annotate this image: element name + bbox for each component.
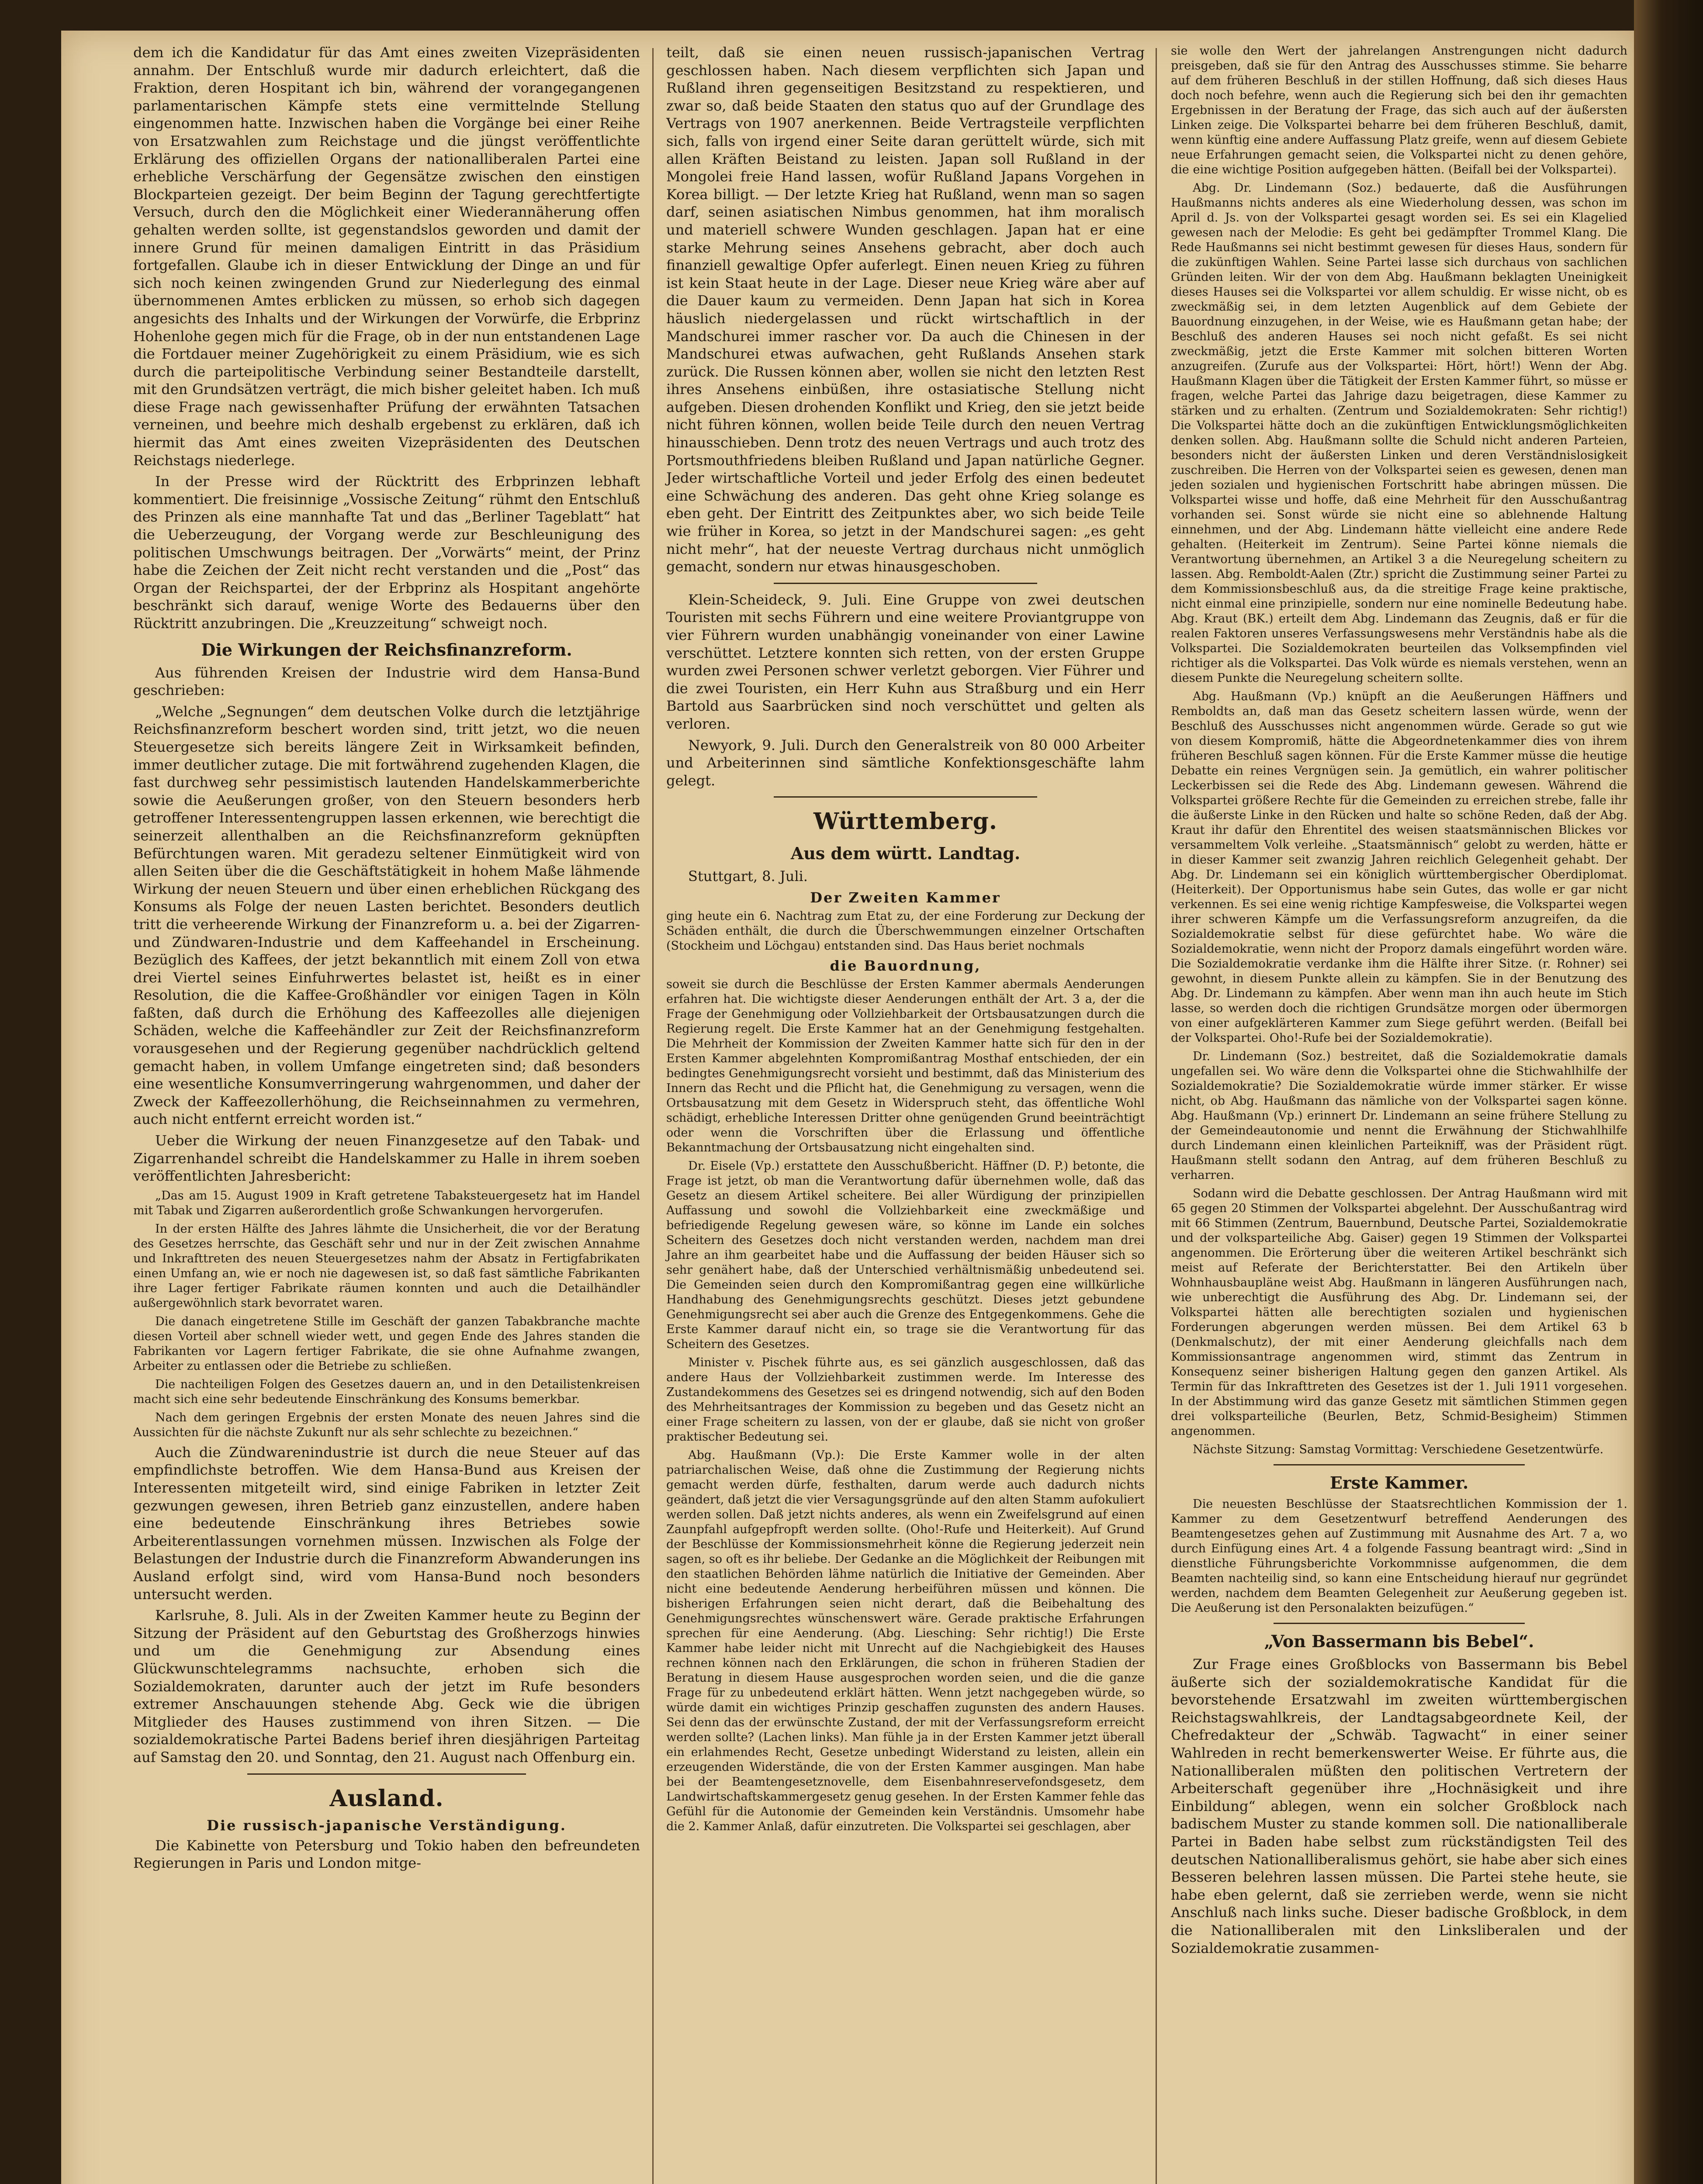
article-paragraph: dem ich die Kandidatur für das Amt eines zweiten Vizepräsidenten annahm. Der Entschluß wurde mir dadurch erleichtert, daß die Fraktion, deren Hospitant ich bin, während der vorangegangenen parlamentarischen Kämpfe stets eine vermittelnde Stellung eingenommen hatte. Inzwischen haben die Vorgänge bei einer Reihe von Ersatzwahlen zum Reichstage und die jüngst veröffentlichte Erklärung des offiziellen Organs der nationalliberalen Partei eine erhebliche Verschärfung der Gegensätze zwischen den einstigen Blockparteien gezeigt. Der beim Beginn der Tagung gerechtfertigte Versuch, durch den die Möglichkeit einer Wiederannäherung offen gehalten werden sollte, ist gegenstandslos geworden und damit der innere Grund für meinen damaligen Eintritt in das Präsidium fortgefallen. Glaube ich in dieser Entwicklung der Dinge an und für sich noch keinen zwingenden Grund zur Niederlegung des einmal übernommenen Amtes erblicken zu müssen, so erhob sich dagegen angesichts des Inhalts und der Wirkungen der Vorwürfe, die Erbprinz Hohenlohe gegen mich für die Frage, ob in der nun entstandenen Lage die Fortdauer meiner Zugehörigkeit zu einem Präsidium, wie es sich durch die parteipolitische Verbindung seiner Bestandteile darstellt, mit den Grundsätzen verträgt, die mich bisher geleitet haben. Ich muß diese Frage nach gewissenhafter Prüfung der erwähnten Tatsachen verneinen, und beehre mich deshalb ergebenst zu erklären, daß ich hiermit das Amt eines zweiten Vizepräsidenten des Deutschen Reichstags niederlege. bbox=[133, 44, 640, 469]
article-paragraph: In der ersten Hälfte des Jahres lähmte die Unsicherheit, die vor der Beratung des Gesetzes herrschte, das Geschäft sehr und nur in der Zeit zwischen Annahme und Inkrafttreten des neuen Steuergesetzes nahm der Absatz in Fertigfabrikaten einen Umfang an, wie er noch nie dagewesen ist, so daß fast sämtliche Fabrikanten ihre Lager fertiger Fabrikate räumen konnten und auch die Detailhändler außergewöhnlich stark bevorratet waren. bbox=[133, 1222, 640, 1310]
article-paragraph: Die nachteiligen Folgen des Gesetzes dauern an, und in den Detailistenkreisen macht sich eine sehr bedeutende Einschränkung des Konsums bemerkbar. bbox=[133, 1377, 640, 1406]
article-paragraph: sie wolle den Wert der jahrelangen Anstrengungen nicht dadurch preisgeben, daß sie für den Antrag des Ausschusses stimme. Sie beharre auf dem früheren Beschluß in der stillen Hoffnung, daß sich dieses Haus doch noch befehre, wenn auch die Regierung sich bei den ihr gemachten Ergebnissen in der Beratung der Frage, das sich auch auf der äußersten Linken zeige. Die Volkspartei beharre bei dem früheren Beschluß, damit, wenn künftig eine andere Auffassung Platz greife, wenn auf diesem Gebiete neue Erfahrungen gemacht seien, die Volkspartei nicht zu denen gehöre, die eine wichtige Position aufgegeben hätten. (Beifall bei der Volkspartei). bbox=[1171, 44, 1627, 176]
article-headline: Die Wirkungen der Reichsfinanzreform. bbox=[201, 639, 572, 660]
article-paragraph: teilt, daß sie einen neuen russisch-japanischen Vertrag geschlossen haben. Nach diesem verpflichten sich Japan und Rußland ihren gegenseitigen Besitzstand zu respektieren, und zwar so, daß beide Staaten den status quo auf der Grundlage des Vertrags von 1907 anerkennen. Beide Vertragsteile verpflichten sich, falls von irgend einer Seite daran gerüttelt würde, sich mit allen Kräften Beistand zu leisten. Japan soll Rußland in der Mongolei freie Hand lassen, wofür Rußland Japans Vorgehen in Korea billigt. — Der letzte Krieg hat Rußland, wenn man so sagen darf, seinen asiatischen Nimbus genommen, hat ihm moralisch und materiell schwere Wunden geschlagen. Japan hat er eine starke Mehrung seines Ansehens gebracht, aber doch auch finanziell gewaltige Opfer auferlegt. Einen neuen Krieg zu führen ist kein Staat heute in der Lage. Dieser neue Krieg wäre aber auf die Dauer kaum zu vermeiden. Denn Japan hat sich in Korea häuslich niedergelassen und rückt wirtschaftlich in der Mandschurei immer rascher vor. Da auch die Chinesen in der Mandschurei etwas aufwachen, geht Rußlands Ansehen stark zurück. Die Russen können aber, wollen sie nicht den letzten Rest ihres Ansehens einbüßen, ihre ostasiatische Stellung nicht aufgeben. Diesen drohenden Konflikt und Krieg, den sie jetzt beide nicht führen können, wollen beide Teile durch den neuen Vertrag hinausschieben. Denn trotz des neuen Vertrags und auch trotz des Portsmouthfriedens bleiben Rußland und Japan natürliche Gegner. Jeder wirtschaftliche Vorteil und jeder Erfolg des einen bedeutet eine Schwächung des anderen. Das geht ohne Krieg solange es eben geht. Der Eintritt des Zeitpunktes aber, wo sich beide Teile wie früher in Korea, so jetzt in der Mandschurei sagen: „es geht nicht mehr“, hat der neueste Vertrag durchaus nicht unmöglich gemacht, sondern nur etwas hinausgeschoben. bbox=[666, 44, 1145, 575]
column-separator bbox=[652, 48, 654, 2184]
section-heading: Ausland. bbox=[329, 1785, 444, 1812]
article-paragraph: Newyork, 9. Juli. Durch den Generalstreik von 80 000 Arbeiter und Arbeiterinnen sind sämtliche Konfektionsgeschäfte lahm gelegt. bbox=[666, 736, 1145, 789]
article-paragraph: Dr. Lindemann (Soz.) bestreitet, daß die Sozialdemokratie damals ungefallen sei. Wo wäre denn die Volkspartei ohne die Stichwahlhilfe der Sozialdemokratie? Die Sozialdemokratie würde immer stärker. Er wisse nicht, ob Abg. Haußmann das nämliche von der Volkspartei sagen könne. Abg. Haußmann (Vp.) erinnert Dr. Lindemann an seine frühere Stellung zu der Gemeindeautonomie und nennt die Erwähnung der Stichwahlhilfe durch Lindemann einen kleinlichen Parteikniff, was der Präsident rügt. Haußmann stellt sodann den Antrag, auf dem früheren Beschluß zu verharren. bbox=[1171, 1050, 1627, 1182]
article-paragraph: Nächste Sitzung: Samstag Vormittag: Verschiedene Gesetzentwürfe. bbox=[1193, 1443, 1604, 1456]
article-paragraph: ging heute ein 6. Nachtrag zum Etat zu, der eine Forderung zur Deckung der Schäden enthält, die durch die Überschwemmungen einzelner Ortschaften (Stockheim und Löchgau) entstanden sind. Das Haus beriet nochmals bbox=[666, 909, 1145, 953]
article-paragraph: Die Kabinette von Petersburg und Tokio haben den befreundeten Regierungen in Paris und London mitge- bbox=[133, 1837, 640, 1872]
article-paragraph: Abg. Haußmann (Vp.) knüpft an die Aeußerungen Häffners und Remboldts an, daß man das Gesetz scheitern lassen würde, wenn der Beschluß des Ausschusses nicht angenommen würde. Gerade so gut wie von diesem Kompromiß, hätte die Abgeordnetenkammer dies von ihrem früheren Beschluß sagen können. Für die Erste Kammer müsse die heutige Debatte ein reines Vergnügen sein. Ja gemütlich, ein wahrer politischer Leckerbissen sei die Rede des Abg. Lindemann gewesen. Während die Volkspartei größere Rechte für die Gemeinden zu erreichen strebe, falle ihr die äußerste Linke in den Rücken und halte so schöne Reden, daß der Abg. Kraut ihr dafür den Ehrentitel des weisen staatsmännischen Blickes vor versammeltem Volk verleihe. „Staatsmännisch“ gelobt zu werden, hätte er in dieser Kammer seit zwanzig Jahren reichlich Gelegenheit gehabt. Der Abg. Dr. Lindemann sei ein königlich württembergischer Oberdiplomat. (Heiterkeit). Der Opportunismus habe sein Gutes, das wolle er gar nicht verkennen. Es sei eine wenig richtige Kampfesweise, die Volkspartei wegen ihrer schweren Kämpfe um die Verfassungsreform anzugreifen, da die Sozialdemokratie selbst für diese gefürchtet habe. Wo wäre die Sozialdemokratie, wenn nicht der Proporz damals eingeführt worden wäre. Die Sozialdemokratie verdanke ihm die Hälfte ihrer Sitze. (r. Rohner) sei gewohnt, in diesem Punkte allein zu kämpfen. Sie in der Benutzung des Abg. Dr. Lindemann zu kämpfen. Aber wenn man ihn auch heute im Stich lasse, so werden doch die richtigen Grundsätze morgen oder übermorgen von einer aufgeklärteren Kammer zum Siege geführt werden. (Beifall bei der Volkspartei. Oho!-Rufe bei der Sozialdemokratie). bbox=[1171, 690, 1627, 1045]
article-subheading: Der Zweiten Kammer bbox=[810, 889, 1001, 906]
article-paragraph: Klein-Scheideck, 9. Juli. Eine Gruppe von zwei deutschen Touristen mit sechs Führern und eine weitere Proviantgruppe von vier Führern wurden unabhängig voneinander von einer Lawine verschüttet. Letztere konnten sich retten, von der ersten Gruppe wurden zwei Personen schwer verletzt geborgen. Vier Führer und die zwei Touristen, ein Herr Kuhn aus Straßburg und ein Herr Bartold aus Saarbrücken sind noch verschüttet und gelten als verloren. bbox=[666, 591, 1145, 732]
section-heading: Württemberg. bbox=[813, 808, 997, 835]
article-paragraph: In der Presse wird der Rücktritt des Erbprinzen lebhaft kommentiert. Die freisinnige „Vossische Zeitung“ rühmt den Entschluß des Prinzen als eine mannhafte Tat und das „Berliner Tageblatt“ hat die Ueberzeugung, der Vorgang werde zur Beschleunigung des politischen Umschwungs beitragen. Der „Vorwärts“ meint, der Prinz habe die Zeichen der Zeit nicht recht verstanden und die „Post“ das Organ der Reichspartei, der der Erbprinz als Hospitant angehörte beschränkt sich darauf, wenige Worte des Bedauerns über den Rücktritt anzubringen. Die „Kreuzzeitung“ schweigt noch. bbox=[133, 473, 640, 632]
article-paragraph: Auch die Zündwarenindustrie ist durch die neue Steuer auf das empfindlichste betroffen. Wie dem Hansa-Bund aus Kreisen der Interessenten mitgeteilt wird, sind einige Fabriken in letzter Zeit gezwungen gewesen, ihren Betrieb ganz einzustellen, andere haben eine bedeutende Einschränkung ihres Betriebes sowie Arbeiterentlassungen vornehmen müssen. Inzwischen als Folge der Belastungen der Industrie durch die Finanzreform Abwanderungen ins Ausland erfolgt sind, wird vom Hansa-Bund noch besonders untersucht werden. bbox=[133, 1444, 640, 1603]
section-divider bbox=[1274, 1623, 1525, 1624]
column-separator bbox=[1156, 48, 1157, 2184]
article-headline: Aus dem württ. Landtag. bbox=[790, 843, 1021, 864]
article-paragraph: Zur Frage eines Großblocks von Bassermann bis Bebel äußerte sich der sozialdemokratische Kandidat für die bevorstehende Ersatzwahl im zweiten württembergischen Reichstagswahlkreis, der Landtagsabgeordnete Keil, der Chefredakteur der „Schwäb. Tagwacht“ in einer seiner Wahlreden in recht bemerkenswerter Weise. Er führte aus, die Nationalliberalen müßten den politischen Vertretern der Arbeiterschaft gegenüber ihre „Hochnäsigkeit und ihre Einbildung“ ablegen, wenn ein solcher Großblock nach badischem Muster zu stande kommen soll. Die nationalliberale Partei in Baden habe selbst zum rückständigsten Teil des deutschen Nationalliberalismus gehört, sie habe aber sich eines Besseren belehren lassen müssen. Die Partei stehe heute, sie habe eben gelernt, daß sie zerrieben werde, wenn sie nicht Anschluß nach links suche. Dieser badische Großblock, in dem die Nationalliberalen mit den Linksliberalen und der Sozialdemokratie zusammen- bbox=[1171, 1656, 1627, 1956]
article-paragraph: Abg. Dr. Lindemann (Soz.) bedauerte, daß die Ausführungen Haußmanns nichts anderes als eine Wiederholung dessen, was schon im April d. Js. von der Volkspartei gesagt worden sei. Es sei ein Klagelied gewesen nach der Melodie: Es geht bei gedämpfter Trommel Klang. Die Rede Haußmanns sei nicht bestimmt gewesen für dieses Haus, sondern für die zukünftigen Wahlen. Seine Partei lasse sich durchaus von sachlichen Gründen leiten. Wir der von dem Abg. Haußmann beklagten Uneinigkeit dieses Hauses sei die Volkspartei vor allem schuldig. Er wisse nicht, ob es zweckmäßig sei, in dem letzten Augenblick auf dem Gebiete der Bauordnung einzugehen, in der Weise, wie es Haußmann getan habe; der Beschluß des anderen Hauses sei noch nicht gefaßt. Es sei nicht zweckmäßig, jetzt die Erste Kammer mit solchen bitteren Worten anzugreifen. (Zurufe aus der Volkspartei: Hört, hört!) Wenn der Abg. Haußmann Klagen über die Tätigkeit der Ersten Kammer führt, so müsse er fragen, welche Partei das Jahrige dazu beigetragen, diese Kammer zu stärken und zu erhalten. (Zentrum und Sozialdemokraten: Sehr richtig!) Die Volkspartei hätte doch an die zukünftigen Entwicklungsmöglichkeiten denken sollen. Abg. Haußmann sollte die Schuld nicht anderen Parteien, besonders nicht der äußersten Linken und deren Verständnislosigkeit zuschreiben. Die Herren von der Volkspartei seien es gewesen, denen man jeden sozialen und hygienischen Fortschritt habe abringen müssen. Die Volkspartei wisse und hoffe, daß eine Mehrheit für den Ausschußantrag vorhanden sei. Sonst würde sie nicht eine so ablehnende Haltung einnehmen, und der Abg. Lindemann hätte vielleicht eine andere Rede gehalten. (Heiterkeit im Zentrum). Seine Partei könne niemals die Verantwortung übernehmen, an Artikel 3 a die Neuregelung scheitern zu lassen. Abg. Remboldt-Aalen (Ztr.) spricht die Zustimmung seiner Partei zu dem Kommissionsbeschluß aus, da die streitige Frage keine praktische, nicht einmal eine prinzipielle, sondern nur eine nominelle Bedeutung habe. Abg. Kraut (BK.) erteilt dem Abg. Lindemann das Zeugnis, daß er für die realen Faktoren unseres Verfassungswesens mehr Verständnis habe als die Volkspartei. Die Sozialdemokraten beurteilen das Volksempfinden viel richtiger als die Volkspartei. Das Volk würde es niemals verstehen, wenn an diesem Punkte die Neuregelung scheitern sollte. bbox=[1171, 181, 1627, 685]
column-1 bbox=[133, 44, 640, 1876]
article-paragraph: Sodann wird die Debatte geschlossen. Der Antrag Haußmann wird mit 65 gegen 20 Stimmen der Volkspartei abgelehnt. Der Ausschußantrag wird mit 66 Stimmen (Zentrum, Bauernbund, Deutsche Partei, Sozialdemokratie und der volksparteiliche Abg. Gaiser) gegen 19 Stimmen der Volkspartei angenommen. Die Erörterung über die weiteren Artikel beschränkt sich meist auf Referate der Berichterstatter. Bei den Artikeln über Wohnhausbaupläne weist Abg. Haußmann in längeren Ausführungen nach, wie unberechtigt die Ausführung des Abg. Dr. Lindemann sei, der Volkspartei hätten alle berechtigten sozialen und hygienischen Forderungen abgerungen werden müssen. Bei dem Artikel 63 b (Denkmalschutz), der mit einer Aenderung gleichfalls nach dem Kommissionsantrage angenommen wird, stimmt das Zentrum in Konsequenz seiner bisherigen Haltung gegen den ganzen Artikel. Als Termin für das Inkrafttreten des Gesetzes ist der 1. Juli 1911 vorgesehen. In der Abstimmung wird das ganze Gesetz mit sämtlichen Stimmen gegen drei volksparteiliche (Beurlen, Betz, Schmid-Besigheim) Stimmen angenommen. bbox=[1171, 1187, 1627, 1438]
column-2 bbox=[666, 44, 1145, 1838]
page-binding-edge bbox=[1634, 0, 1703, 2184]
article-headline: „Von Bassermann bis Bebel“. bbox=[1264, 1631, 1534, 1651]
article-subheading: die Bauordnung, bbox=[830, 957, 981, 974]
article-paragraph: Minister v. Pischek führte aus, es sei gänzlich ausgeschlossen, daß das andere Haus der Vollziehbarkeit zustimmen werde. Im Interesse des Zustandekommens des Gesetzes sei es dringend notwendig, sich auf den Boden des Mehrheitsantrages der Kommission zu begeben und das Gesetz nicht an einer Frage scheitern zu lassen, von der er glaube, daß sie nicht von großer praktischer Bedeutung sei. bbox=[666, 1355, 1145, 1444]
article-paragraph: soweit sie durch die Beschlüsse der Ersten Kammer abermals Aenderungen erfahren hat. Die wichtigste dieser Aenderungen enthält der Art. 3 a, der die Frage der Genehmigung oder Vollziehbarkeit der Ortsbausatzungen durch die Regierung regelt. Die Erste Kammer hat an der Genehmigung festgehalten. Die Mehrheit der Kommission der Zweiten Kammer hatte sich für den in der Ersten Kammer abgelehnten Kompromißantrag Mosthaf entschieden, der ein bedingtes Genehmigungsrecht vorsieht und bestimmt, daß das Ministerium des Innern das Recht und die Pflicht hat, die Genehmigung zu versagen, wenn die Ortsbausatzung mit dem Gesetz in Widerspruch steht, das öffentliche Wohl schädigt, erhebliche Interessen Dritter ohne genügenden Grund beeinträchtigt oder wenn die Vorschriften über die Erlassung und öffentliche Bekanntmachung der Ortsbausatzung nicht eingehalten sind. bbox=[666, 977, 1145, 1154]
article-paragraph: „Welche „Segnungen“ dem deutschen Volke durch die letztjährige Reichsfinanzreform beschert worden sind, tritt jetzt, wo die neuen Steuergesetze sich bereits längere Zeit in Wirksamkeit befinden, immer deutlicher zutage. Die mit fortwährend zugehenden Klagen, die fast durchweg sehr pessimistisch lautenden Handelskammerberichte sowie die Aeußerungen großer, von den Steuern besonders herb getroffener Interessentengruppen lassen erkennen, wie berechtigt die seinerzeit allenthalben an die Reichsfinanzreform geknüpften Befürchtungen waren. Mit geradezu seltener Einmütigkeit wird von allen Seiten über die die Geschäftstätigkeit in hohem Maße lähmende Wirkung der neuen Steuern und über einen erheblichen Rückgang des Konsums als Folge der neuen Lasten berichtet. Besonders deutlich tritt die verheerende Wirkung der Finanzreform u. a. bei der Zigarren- und Zündwaren-Industrie und dem Kaffeehandel in Erscheinung. Bezüglich des Kaffees, der jetzt bekanntlich mit einem Zoll von etwa drei Viertel seines Einfuhrwertes belastet ist, heißt es in einer Resolution, die die Kaffee-Großhändler vor einigen Tagen in Köln faßten, daß durch die Erhöhung des Kaffeezolles alle diejenigen Schäden, welche die Kaffeehändler zur Zeit der Reichsfinanzreform vorausgesehen und der Regierung gegenüber nachdrücklich geltend gemacht haben, in vollem Umfange eingetreten sind; daß besonders eine wesentliche Konsumverringerung wahrgenommen, und daher der Zweck der Kaffeezollerhöhung, die Reichseinnahmen zu vermehren, auch nicht entfernt erreicht worden ist.“ bbox=[133, 703, 640, 1128]
article-paragraph: Nach dem geringen Ergebnis der ersten Monate des neuen Jahres sind die Aussichten für die nächste Zukunft nur als sehr schlechte zu bezeichnen.“ bbox=[133, 1410, 640, 1439]
article-paragraph: Abg. Haußmann (Vp.): Die Erste Kammer wolle in der alten patriarchalischen Weise, daß ohne die Zustimmung der Regierung nichts gemacht werden dürfe, festhalten, darum werde auch dadurch nichts geändert, daß jetzt die vier Versagungsgründe auf den alten Stamm aufokuliert werden sollen. Daß jetzt nichts anderes, als wenn ein Zweifelsgrund auf einen Zaunpfahl aufgepfropft werden sollte. (Oho!-Rufe und Heiterkeit). Auf Grund der Beschlüsse der Kommissionsmehrheit könne die Regierung jederzeit nein sagen, so oft es ihr beliebe. Der Gedanke an die Möglichkeit der Reibungen mit den staatlichen Behörden lähme natürlich die Initiative der Gemeinden. Aber nicht eine bedeutende Aenderung herbeiführen müssen und können. Die bisherigen Erfahrungen seien nicht derart, daß die Beibehaltung des Genehmigungsrechtes wünschenswert wäre. Gerade praktische Erfahrungen sprechen für eine Aenderung. (Abg. Liesching: Sehr richtig!) Die Erste Kammer habe leider nicht mit Unrecht auf die Nachgiebigkeit des Hauses rechnen können nach den Erklärungen, die schon in früheren Stadien der Beratung in diesem Hause ausgesprochen worden seien, und die die ganze Frage für zu unbedeutend erklärt hätten. Wenn jetzt nachgegeben würde, so würde damit ein wichtiges Prinzip geschaffen zugunsten des andern Hauses. Sei denn das der erwünschte Zustand, der mit der Verfassungsreform erreicht werden sollte? (Lachen links). Man fühle ja in der Ersten Kammer jetzt überall ein erlahmendes Recht, Gesetze unbedingt Widerstand zu leisten, allein ein erzeugenden Widerstände, die von der Ersten Kammer ausgingen. Man habe bei der Beamtengesetznovelle, dem Eisenbahnreservefondsgesetz, dem Landwirtschaftskammergesetz genug gesehen. In der Ersten Kammer fehle das Gefühl für die Autonomie der Gemeinden kein Verständnis. Umsomehr habe die 2. Kammer Anlaß, dafür einzutreten. Die Volkspartei sei geschlagen, aber bbox=[666, 1448, 1145, 1833]
section-divider bbox=[1274, 1464, 1525, 1465]
section-divider bbox=[774, 796, 1037, 798]
article-headline: Erste Kammer. bbox=[1329, 1473, 1469, 1493]
article-paragraph: Die danach eingetretene Stille im Geschäft der ganzen Tabakbranche machte diesen Vorteil aber schnell wieder wett, und gegen Ende des Jahres standen die Fabrikanten vor Lagern fertiger Fabrikate, die sie ohne Aufnahme zwangen, Arbeiter zu entlassen oder die Betriebe zu schließen. bbox=[133, 1314, 640, 1373]
article-paragraph: Aus führenden Kreisen der Industrie wird dem Hansa-Bund geschrieben: bbox=[133, 664, 640, 699]
article-paragraph: Die neuesten Beschlüsse der Staatsrechtlichen Kommission der 1. Kammer zu dem Gesetzentwurf betreffend Aenderungen des Beamtengesetzes gehen auf Zustimmung mit Ausnahme des Art. 7 a, wo durch Einfügung eines Art. 4 a folgende Fassung beantragt wird: „Sind in dienstliche Führungsberichte Vorkommnisse aufgenommen, die dem Beamten nachteilig sind, so kann eine Entscheidung hierauf nur gegründet werden, nachdem dem Beamten Gelegenheit zur Aeußerung gegeben ist. Die Aeußerung ist den Personalakten beizufügen.“ bbox=[1171, 1497, 1627, 1615]
article-subheading: Die russisch-japanische Verständigung. bbox=[207, 1817, 567, 1834]
article-paragraph: Stuttgart, 8. Juli. bbox=[688, 868, 808, 885]
section-divider bbox=[774, 583, 1037, 584]
article-paragraph: Dr. Eisele (Vp.) erstattete den Ausschußbericht. Häffner (D. P.) betonte, die Frage ist jetzt, ob man die Verantwortung dafür übernehmen wolle, daß das Gesetz an diesem Artikel scheitere. Bei aller Würdigung der prinzipiellen Auffassung und sowohl die Vollziehbarkeit eine zweckmäßige und befriedigende Regelung gewesen wäre, so könne im Lande ein solches Scheitern des Gesetzes doch nicht verstanden werden, nachdem man drei Jahre an ihm gearbeitet habe und die Auffassung der beiden Häuser sich so sehr genähert habe, daß der Unterschied verhältnismäßig unbedeutend sei. Die Gemeinden seien durch den Kompromißantrag gegen eine willkürliche Handhabung des Genehmigungsrechts geschützt. Dieses jetzt gebundene Genehmigungsrecht sei aber auch die Grenze des Entgegenkommens. Gehe die Erste Kammer darauf nicht ein, so trage sie die Verantwortung für das Scheitern des Gesetzes. bbox=[666, 1159, 1145, 1351]
column-3 bbox=[1171, 44, 1627, 1960]
section-divider bbox=[247, 1773, 526, 1775]
article-paragraph: Ueber die Wirkung der neuen Finanzgesetze auf den Tabak- und Zigarrenhandel schreibt die Handelskammer zu Halle in ihrem soeben veröffentlichten Jahresbericht: bbox=[133, 1132, 640, 1185]
article-paragraph: Karlsruhe, 8. Juli. Als in der Zweiten Kammer heute zu Beginn der Sitzung der Präsident auf den Geburtstag des Großherzogs hinwies und um die Genehmigung zur Absendung eines Glückwunschtelegramms nachsuchte, erhoben sich die Sozialdemokraten, darunter auch der jetzt im Rufe besonders extremer Anschauungen stehende Abg. Geck wie die übrigen Mitglieder des Hauses zustimmend von ihren Sitzen. — Die sozialdemokratische Partei Badens berief ihren diesjährigen Parteitag auf Samstag den 20. und Sonntag, den 21. August nach Offenburg ein. bbox=[133, 1607, 640, 1766]
article-paragraph: „Das am 15. August 1909 in Kraft getretene Tabaksteuergesetz hat im Handel mit Tabak und Zigarren außerordentlich große Schwankungen hervorgerufen. bbox=[133, 1189, 640, 1217]
